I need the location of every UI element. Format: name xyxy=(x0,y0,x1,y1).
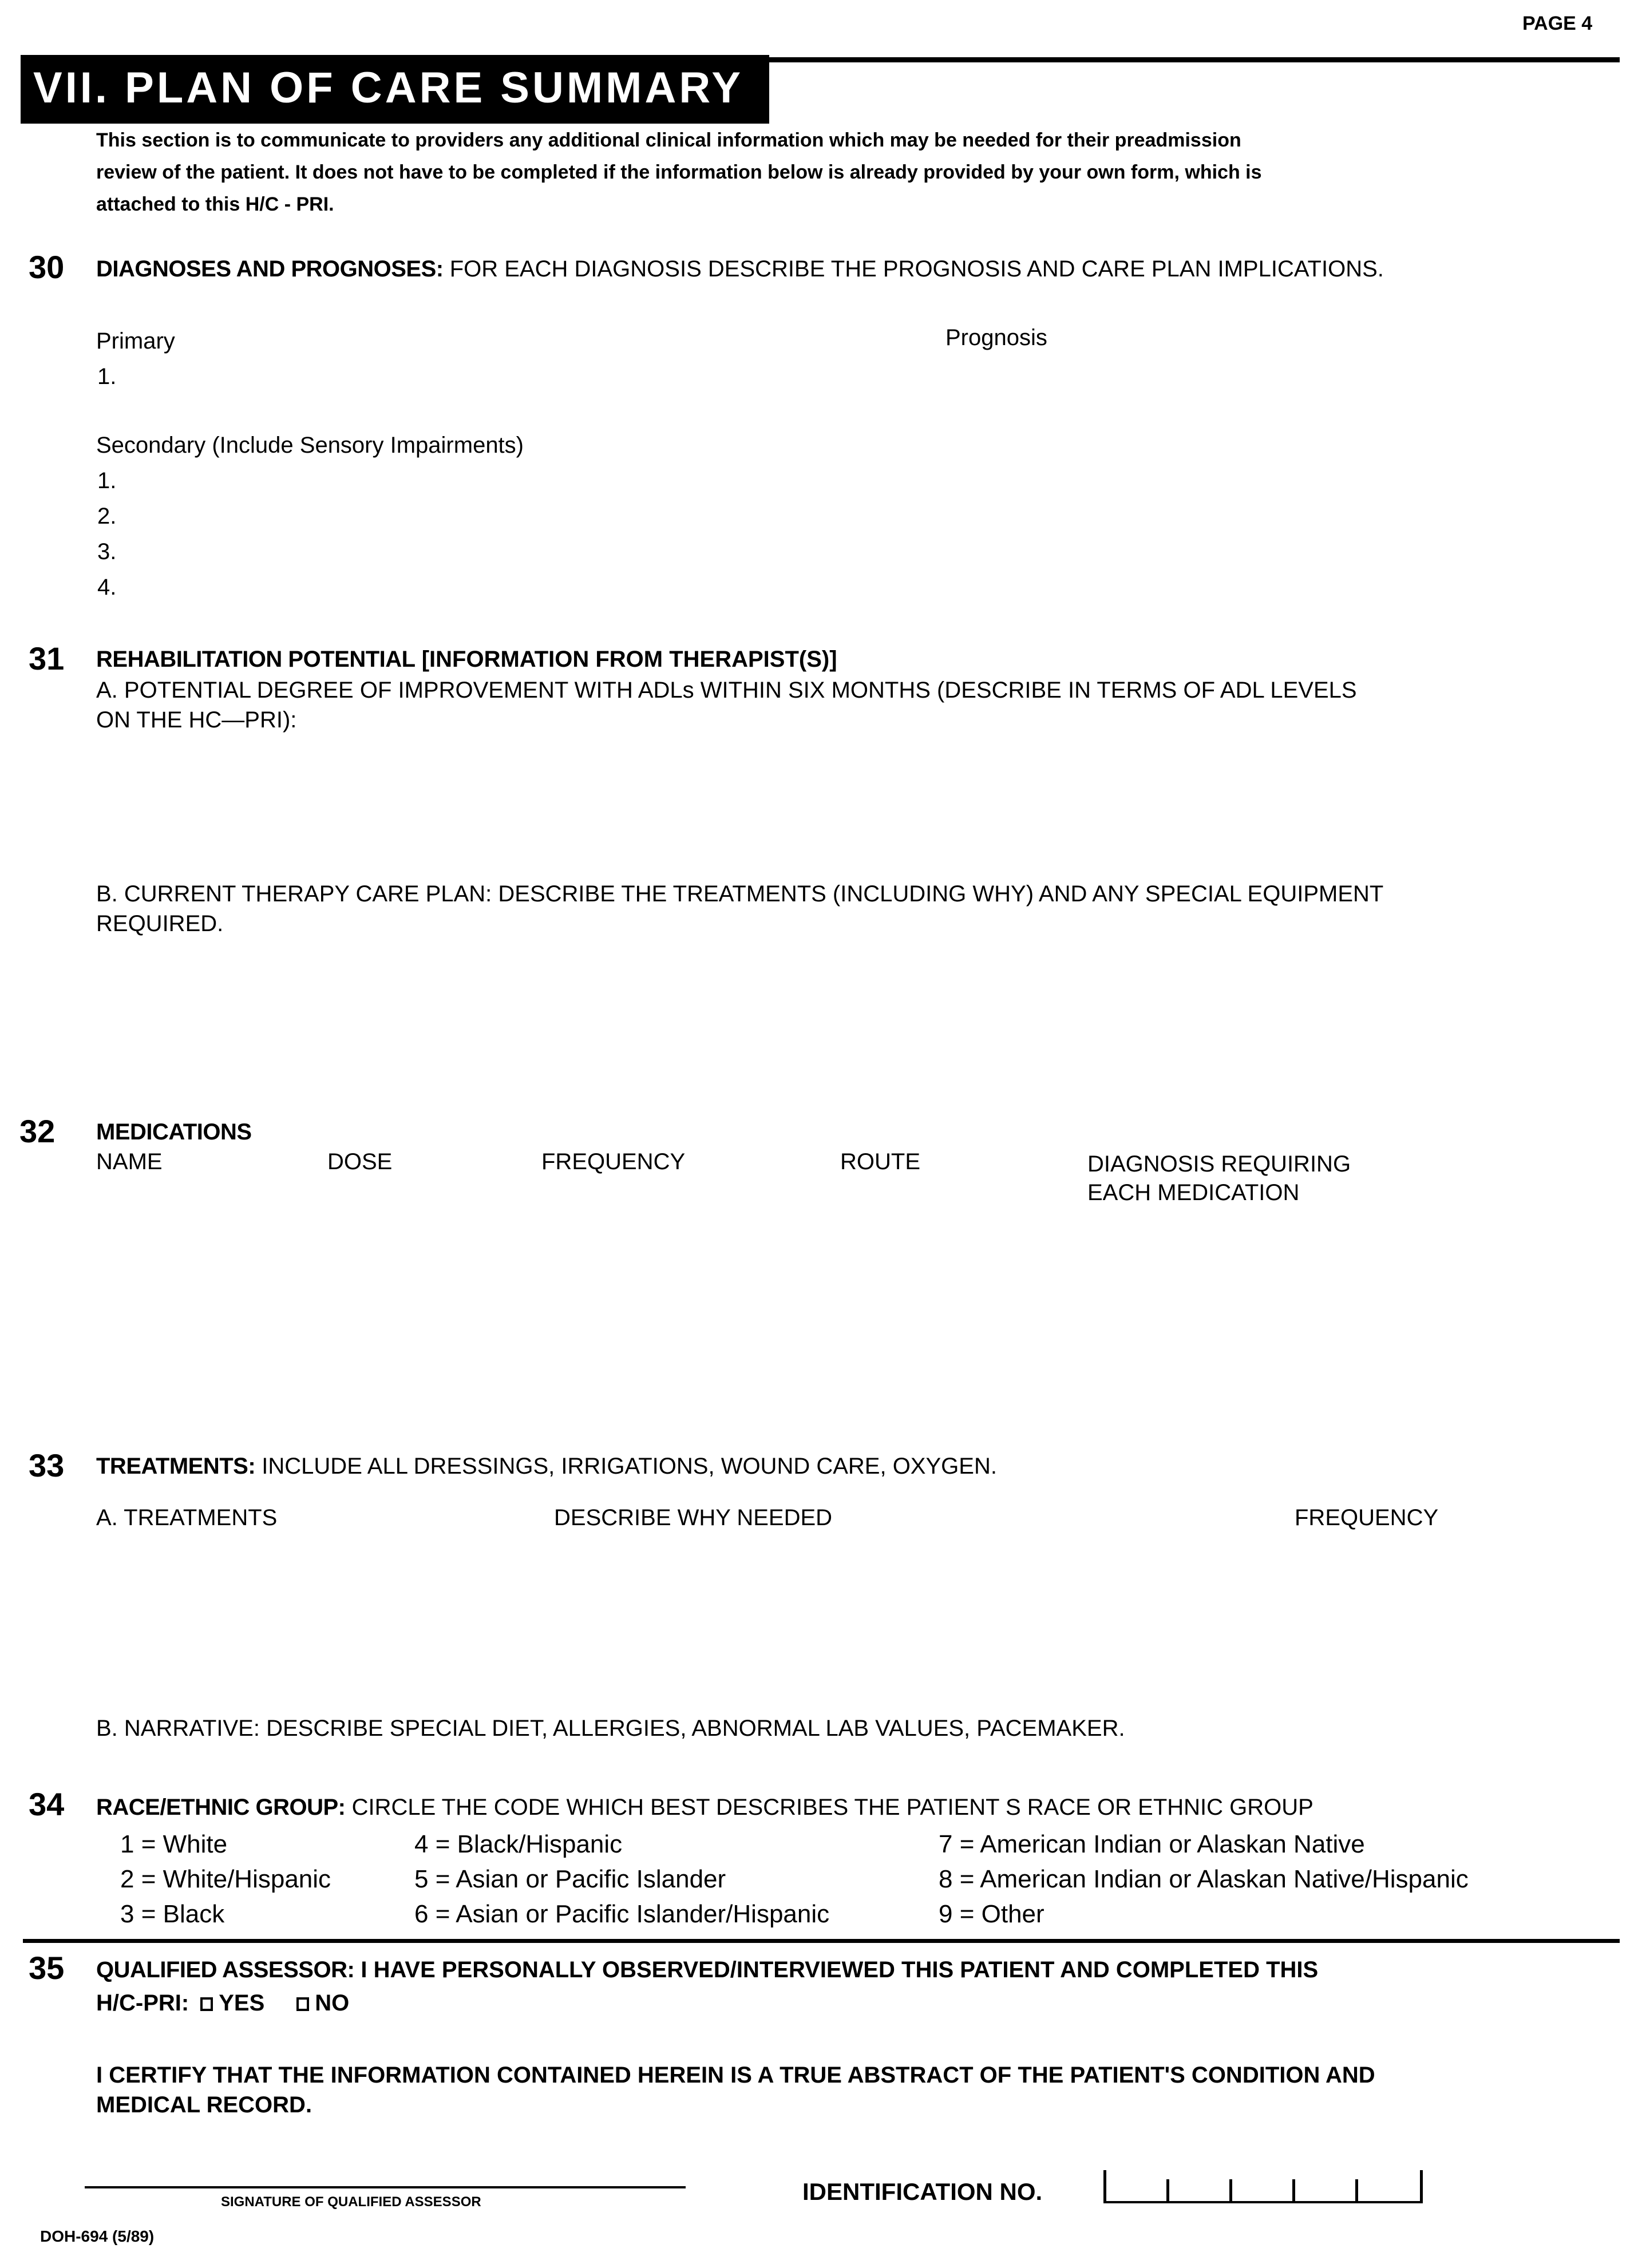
question-30-title: DIAGNOSES AND PROGNOSES: xyxy=(96,256,444,282)
question-34-title: RACE/ETHNIC GROUP: xyxy=(96,1795,346,1820)
treatments-col-frequency: FREQUENCY xyxy=(1295,1505,1439,1530)
question-31-heading xyxy=(96,647,837,672)
medications-col-frequency: FREQUENCY xyxy=(541,1149,686,1174)
medications-col-name: NAME xyxy=(96,1149,163,1174)
medications-col-diagnosis-line-2: EACH MEDICATION xyxy=(1087,1180,1300,1205)
identification-number-boxes[interactable] xyxy=(1103,2170,1423,2203)
id-box-divider xyxy=(1229,2179,1232,2203)
race-code-2: 2 = White/Hispanic xyxy=(120,1865,331,1893)
race-code-5: 5 = Asian or Pacific Islander xyxy=(414,1865,726,1893)
medications-col-route: ROUTE xyxy=(840,1149,920,1174)
question-31-number: 31 xyxy=(29,640,65,676)
question-35-number: 35 xyxy=(29,1950,65,1986)
signature-label: SIGNATURE OF QUALIFIED ASSESSOR xyxy=(221,2194,481,2210)
intro-line-3: attached to this H/C - PRI. xyxy=(96,193,334,215)
race-code-6: 6 = Asian or Pacific Islander/Hispanic xyxy=(414,1900,830,1928)
yes-checkbox[interactable] xyxy=(200,1997,213,2011)
race-code-1: 1 = White xyxy=(120,1830,228,1858)
form-code: DOH-694 (5/89) xyxy=(40,2227,155,2245)
intro-line-2: review of the patient. It does not have to be completed if the information below is already provided by your own form, which is xyxy=(96,161,1262,183)
section-title: VII. PLAN OF CARE SUMMARY xyxy=(33,64,744,112)
question-31-title: REHABILITATION POTENTIAL xyxy=(96,647,416,672)
hcpri-label: H/C-PRI: xyxy=(96,1990,189,2016)
question-34-number: 34 xyxy=(29,1786,65,1822)
id-box-divider xyxy=(1420,2170,1423,2203)
primary-item-1: 1. xyxy=(97,364,117,389)
question-30-heading xyxy=(96,256,1384,282)
secondary-item-2: 2. xyxy=(97,504,117,529)
id-box-baseline xyxy=(1103,2201,1423,2203)
medications-col-diagnosis-line-1: DIAGNOSIS REQUIRING xyxy=(1087,1151,1351,1177)
primary-label: Primary xyxy=(96,328,175,354)
section-35-rule xyxy=(23,1939,1620,1943)
race-code-7: 7 = American Indian or Alaskan Native xyxy=(939,1830,1365,1858)
no-checkbox[interactable] xyxy=(296,1997,309,2011)
question-31-title-rest: [INFORMATION FROM THERAPIST(S)] xyxy=(415,647,837,672)
race-code-9: 9 = Other xyxy=(939,1900,1044,1928)
question-35-text: I HAVE PERSONALLY OBSERVED/INTERVIEWED THIS PATIENT AND COMPLETED THIS xyxy=(354,1957,1319,1982)
id-box-divider xyxy=(1103,2170,1106,2203)
section-title-banner xyxy=(21,55,769,124)
treatments-col-why: DESCRIBE WHY NEEDED xyxy=(554,1505,833,1530)
prognosis-label: Prognosis xyxy=(945,325,1047,350)
medications-col-dose: DOSE xyxy=(327,1149,393,1174)
signature-line[interactable] xyxy=(85,2186,686,2188)
question-31-a-line-1: A. POTENTIAL DEGREE OF IMPROVEMENT WITH ADLs WITHIN SIX MONTHS (DESCRIBE IN TERMS OF ADL LEVELS xyxy=(96,678,1357,703)
id-box-divider xyxy=(1166,2179,1169,2203)
question-35-heading xyxy=(96,1957,1318,1983)
id-box-divider xyxy=(1355,2179,1358,2203)
question-34-text: CIRCLE THE CODE WHICH BEST DESCRIBES THE PATIENT S RACE OR ETHNIC GROUP xyxy=(345,1795,1313,1820)
yes-label: YES xyxy=(219,1990,265,2016)
question-30-number: 30 xyxy=(29,249,65,285)
question-33-b: B. NARRATIVE: DESCRIBE SPECIAL DIET, ALLERGIES, ABNORMAL LAB VALUES, PACEMAKER. xyxy=(96,1716,1125,1741)
question-33-heading xyxy=(96,1454,997,1479)
question-32-number: 32 xyxy=(19,1113,56,1149)
no-label: NO xyxy=(315,1990,350,2016)
treatments-col-a: A. TREATMENTS xyxy=(96,1505,278,1530)
question-33-title: TREATMENTS: xyxy=(96,1454,256,1479)
secondary-item-3: 3. xyxy=(97,539,117,564)
race-code-4: 4 = Black/Hispanic xyxy=(414,1830,623,1858)
question-35-title: QUALIFIED ASSESSOR: xyxy=(96,1957,355,1982)
secondary-label: Secondary (Include Sensory Impairments) xyxy=(96,433,524,458)
question-31-b-line-2: REQUIRED. xyxy=(96,911,224,936)
secondary-item-4: 4. xyxy=(97,575,117,600)
page-label: PAGE 4 xyxy=(1522,13,1593,34)
question-33-number: 33 xyxy=(29,1447,65,1483)
race-code-3: 3 = Black xyxy=(120,1900,225,1928)
certify-line-2: MEDICAL RECORD. xyxy=(96,2092,312,2117)
question-34-heading xyxy=(96,1795,1313,1820)
certify-line-1: I CERTIFY THAT THE INFORMATION CONTAINED HEREIN IS A TRUE ABSTRACT OF THE PATIENT'S CONDITION AND xyxy=(96,2063,1375,2088)
question-35-line-2 xyxy=(96,1990,349,2016)
secondary-item-1: 1. xyxy=(97,468,117,493)
race-code-8: 8 = American Indian or Alaskan Native/Hispanic xyxy=(939,1865,1469,1893)
question-31-a-line-2: ON THE HC—PRI): xyxy=(96,707,297,733)
question-30-text: FOR EACH DIAGNOSIS DESCRIBE THE PROGNOSIS AND CARE PLAN IMPLICATIONS. xyxy=(443,256,1384,282)
question-32-title: MEDICATIONS xyxy=(96,1119,252,1145)
question-33-text: INCLUDE ALL DRESSINGS, IRRIGATIONS, WOUND CARE, OXYGEN. xyxy=(255,1454,997,1479)
id-box-divider xyxy=(1292,2179,1295,2203)
question-31-b-line-1: B. CURRENT THERAPY CARE PLAN: DESCRIBE THE TREATMENTS (INCLUDING WHY) AND ANY SPECIAL EQUIPMENT xyxy=(96,881,1384,907)
identification-label: IDENTIFICATION NO. xyxy=(802,2178,1043,2205)
intro-line-1: This section is to communicate to providers any additional clinical information which may be needed for their preadmission xyxy=(96,129,1241,151)
